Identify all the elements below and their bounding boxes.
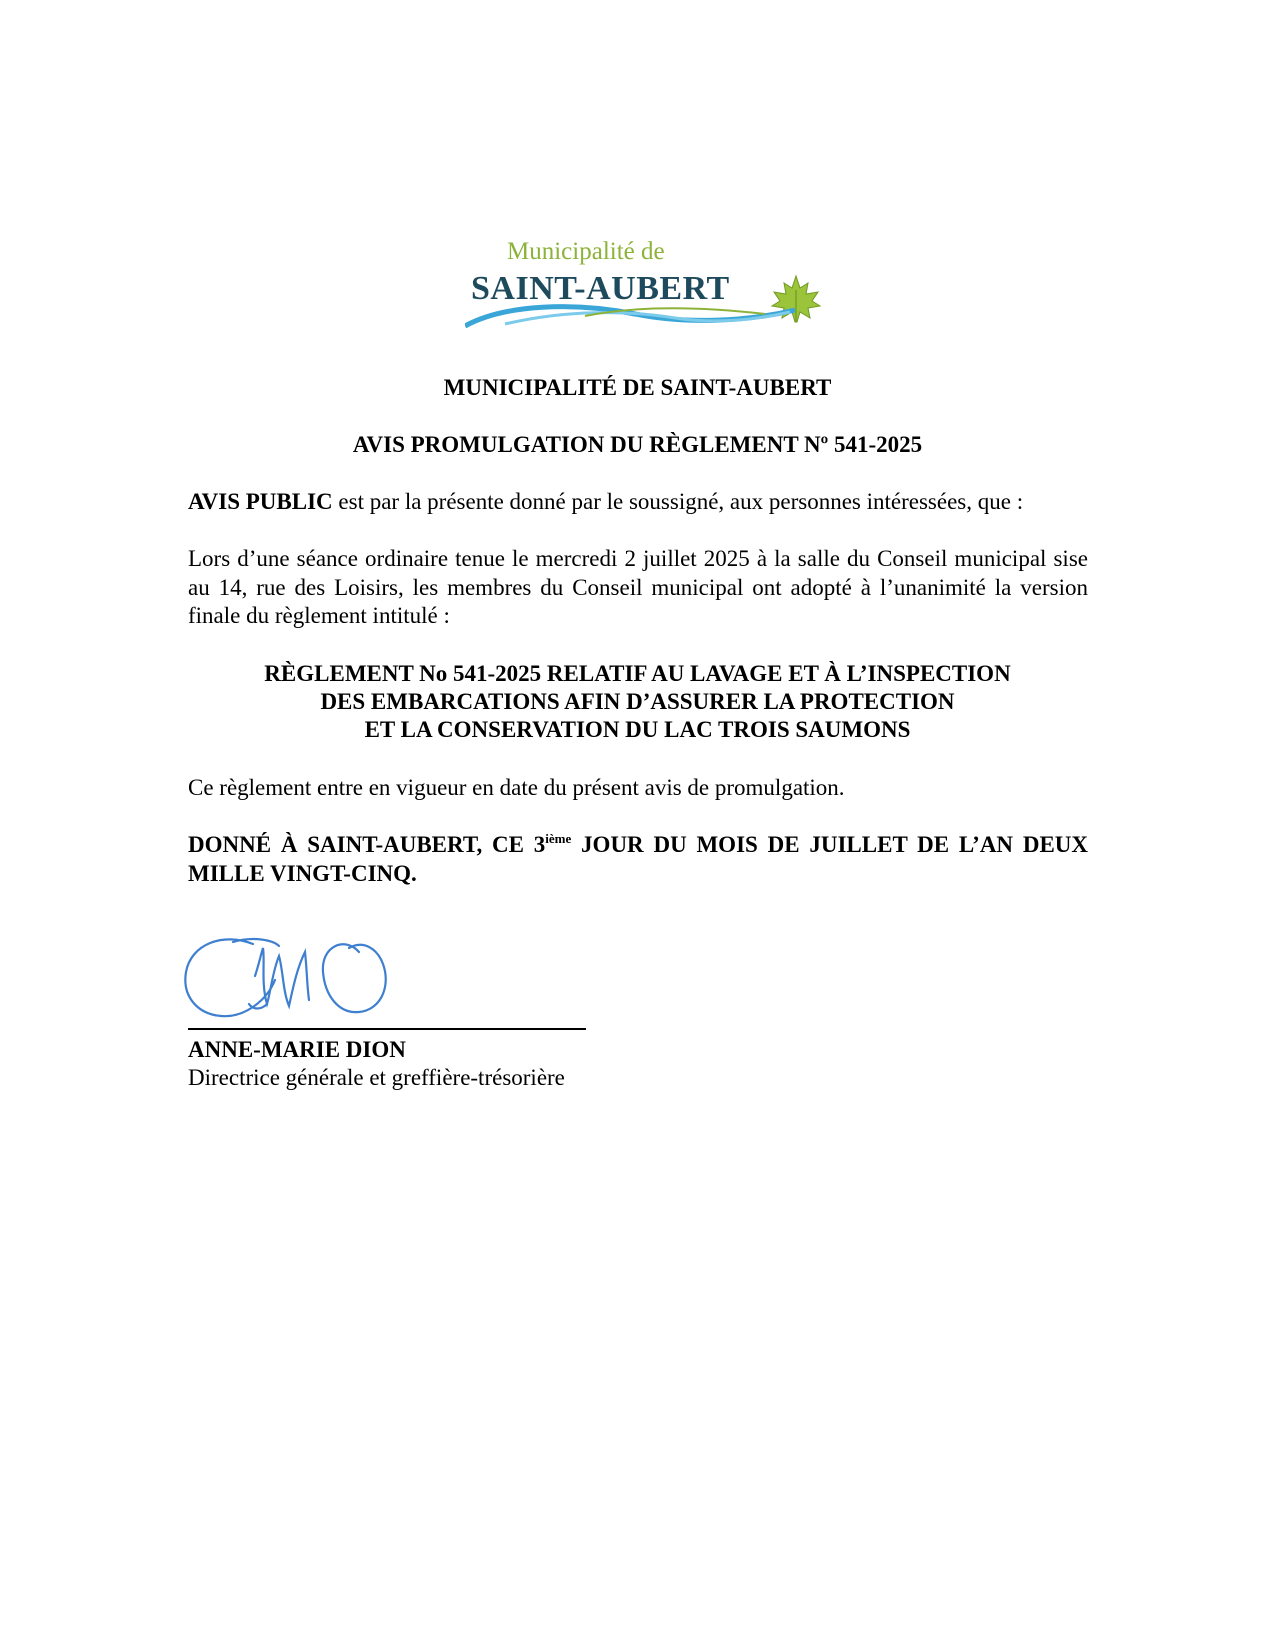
reglement-title	[180, 660, 1095, 744]
avis-public-label: AVIS PUBLIC	[188, 489, 333, 514]
document-title: MUNICIPALITÉ DE SAINT-AUBERT	[443, 375, 832, 400]
avis-paragraph	[188, 488, 1088, 517]
waves-icon	[465, 300, 795, 330]
reglement-line: ET LA CONSERVATION DU LAC TROIS SAUMONS	[364, 717, 911, 742]
municipality-logo	[465, 238, 825, 348]
logo-line2: SAINT-AUBERT	[471, 270, 730, 307]
signature-line	[188, 1028, 586, 1030]
signatory-name: ANNE-MARIE DION	[188, 1037, 406, 1062]
logo-line1: Municipalité de	[507, 238, 665, 265]
document-subtitle: AVIS PROMULGATION DU RÈGLEMENT Nº 541-2025	[352, 432, 923, 457]
vigueur-paragraph: Ce règlement entre en vigueur en date du présent avis de promulgation.	[188, 775, 845, 800]
seance-paragraph: Lors d’une séance ordinaire tenue le mercredi 2 juillet 2025 à la salle du Conseil municipal sise au 14, rue des Loisirs, les membres du Conseil municipal ont adopté à l’unanimité la version finale du règlement intitulé :	[188, 546, 1088, 628]
avis-text: est par la présente donné par le soussigné, aux personnes intéressées, que :	[332, 489, 1024, 514]
donne-superscript: ième	[545, 831, 572, 846]
donne-text-a: DONNÉ À SAINT-AUBERT, CE 3	[188, 832, 546, 857]
reglement-line: DES EMBARCATIONS AFIN D’ASSURER LA PROTECTION	[320, 689, 955, 714]
signatory-role: Directrice générale et greffière-trésorière	[188, 1065, 565, 1090]
donne-paragraph	[188, 831, 1088, 888]
donne-text-b: JOUR DU MOIS DE JUILLET DE L’AN DEUX MILLE VINGT-CINQ.	[188, 832, 1089, 886]
reglement-line: RÈGLEMENT No 541-2025 RELATIF AU LAVAGE ET À L’INSPECTION	[264, 661, 1011, 686]
handwritten-signature	[183, 930, 403, 1030]
